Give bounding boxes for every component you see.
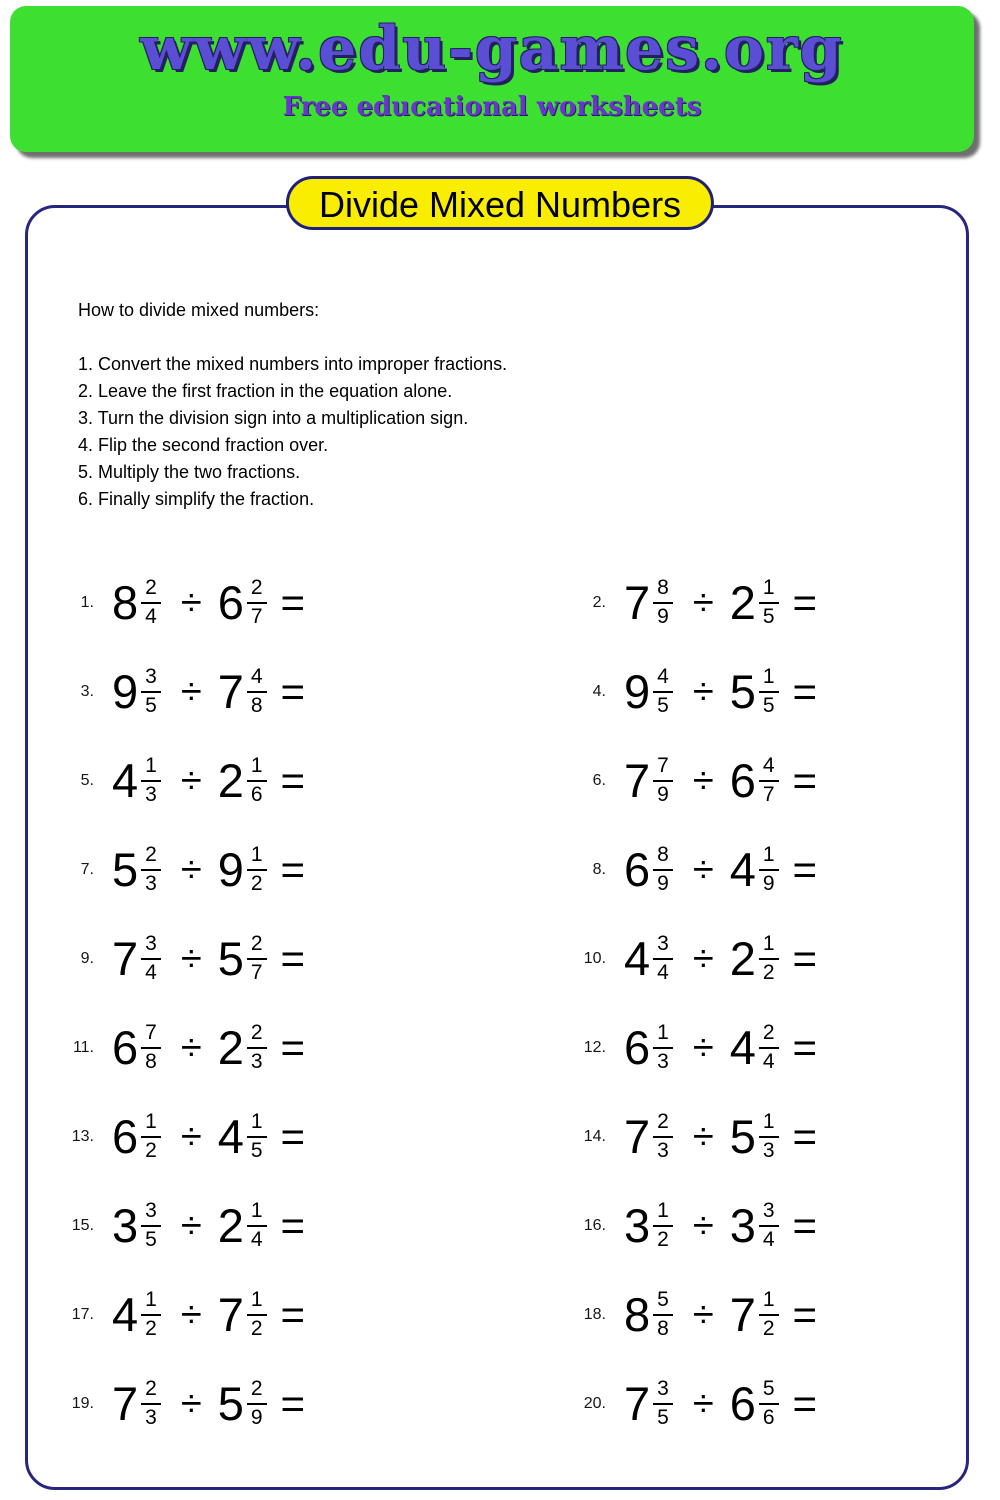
whole-number: 6 [217, 576, 244, 629]
problem-number: 6. [592, 771, 606, 789]
fraction-denominator: 2 [762, 960, 775, 984]
division-sign: ÷ [180, 1293, 202, 1336]
equals-sign: = [792, 1290, 818, 1338]
mixed-number-first [112, 933, 161, 983]
fraction-numerator: 7 [653, 755, 673, 781]
problem-row [48, 1092, 500, 1181]
equals-sign: = [280, 578, 306, 626]
fraction-denominator: 7 [762, 782, 775, 806]
fraction-numerator: 1 [141, 755, 161, 781]
fraction [141, 1289, 161, 1339]
problem-row [500, 914, 952, 1003]
problem-row [48, 914, 500, 1003]
problem-row [48, 736, 500, 825]
instruction-step: 6. Finally simplify the fraction. [78, 489, 315, 509]
problem-row [500, 1003, 952, 1092]
whole-number: 7 [112, 932, 139, 985]
whole-number: 5 [217, 1377, 244, 1430]
fraction-numerator: 4 [653, 666, 673, 692]
fraction [141, 666, 161, 716]
fraction-denominator: 2 [145, 1138, 157, 1162]
fraction-numerator: 8 [653, 577, 673, 603]
fraction-denominator: 5 [145, 1227, 157, 1251]
problem-number: 18. [583, 1305, 606, 1323]
fraction [247, 933, 267, 983]
mixed-number-second [218, 844, 267, 894]
division-sign: ÷ [180, 581, 202, 624]
fraction-denominator: 3 [145, 1405, 157, 1429]
fraction-denominator: 5 [657, 1405, 669, 1429]
fraction-numerator: 1 [141, 1111, 161, 1137]
equals-sign: = [792, 578, 818, 626]
fraction [653, 844, 673, 894]
fraction-denominator: 4 [250, 1227, 263, 1251]
instruction-step: 4. Flip the second fraction over. [78, 435, 329, 455]
fraction-denominator: 3 [657, 1138, 669, 1162]
mixed-number-first [624, 755, 673, 805]
instruction-step: 2. Leave the first fraction in the equation alone. [78, 381, 453, 401]
mixed-number-first [624, 666, 673, 716]
fraction-denominator: 3 [762, 1138, 775, 1162]
problem-number: 10. [583, 949, 606, 967]
fraction [141, 577, 161, 627]
fraction [759, 666, 779, 716]
fraction [759, 577, 779, 627]
whole-number: 8 [112, 576, 139, 629]
division-sign: ÷ [180, 1382, 202, 1425]
problem-row [500, 1359, 952, 1448]
whole-number: 7 [217, 665, 244, 718]
fraction [141, 1200, 161, 1250]
equals-sign: = [280, 667, 306, 715]
fraction-denominator: 5 [657, 693, 669, 717]
fraction-denominator: 8 [657, 1316, 669, 1340]
fraction-numerator: 2 [141, 577, 161, 603]
fraction-numerator: 4 [759, 755, 779, 781]
problem-row [48, 1181, 500, 1270]
fraction-numerator: 2 [759, 1022, 779, 1048]
fraction-denominator: 2 [250, 1316, 263, 1340]
problem-row [500, 558, 952, 647]
whole-number: 7 [729, 1288, 756, 1341]
problem-row [500, 736, 952, 825]
equals-sign: = [280, 934, 306, 982]
mixed-number-first [624, 1378, 673, 1428]
mixed-number-second [218, 1022, 267, 1072]
whole-number: 5 [729, 1110, 756, 1163]
mixed-number-first [112, 666, 161, 716]
equals-sign: = [792, 1201, 818, 1249]
mixed-number-second [730, 844, 779, 894]
mixed-number-second [218, 1378, 267, 1428]
whole-number: 7 [624, 1377, 651, 1430]
fraction-numerator: 1 [759, 933, 779, 959]
fraction [247, 666, 267, 716]
mixed-number-second [218, 933, 267, 983]
division-sign: ÷ [180, 1204, 202, 1247]
fraction-denominator: 4 [145, 604, 157, 628]
fraction-denominator: 6 [250, 782, 263, 806]
fraction [247, 1111, 267, 1161]
fraction-denominator: 6 [762, 1405, 775, 1429]
fraction-numerator: 3 [141, 933, 161, 959]
fraction [653, 1378, 673, 1428]
problem-number: 4. [592, 682, 606, 700]
equals-sign: = [792, 667, 818, 715]
whole-number: 5 [217, 932, 244, 985]
fraction-numerator: 1 [141, 1289, 161, 1315]
fraction [247, 577, 267, 627]
fraction [653, 666, 673, 716]
problem-number: 20. [583, 1394, 606, 1412]
division-sign: ÷ [692, 581, 714, 624]
division-sign: ÷ [180, 1115, 202, 1158]
fraction-denominator: 3 [145, 871, 157, 895]
fraction-numerator: 7 [141, 1022, 161, 1048]
division-sign: ÷ [692, 1026, 714, 1069]
whole-number: 7 [217, 1288, 244, 1341]
equals-sign: = [792, 1379, 818, 1427]
fraction-denominator: 9 [250, 1405, 263, 1429]
whole-number: 2 [217, 1021, 244, 1074]
fraction-denominator: 5 [145, 693, 157, 717]
equals-sign: = [792, 845, 818, 893]
equals-sign: = [280, 1112, 306, 1160]
problem-number: 5. [80, 771, 94, 789]
problem-number: 16. [583, 1216, 606, 1234]
division-sign: ÷ [692, 759, 714, 802]
whole-number: 6 [729, 754, 756, 807]
problem-number: 3. [80, 682, 94, 700]
fraction-numerator: 1 [247, 844, 267, 870]
problem-row [48, 647, 500, 736]
whole-number: 7 [112, 1377, 139, 1430]
mixed-number-first [624, 933, 673, 983]
problem-row [48, 1359, 500, 1448]
division-sign: ÷ [692, 1293, 714, 1336]
instruction-step: 5. Multiply the two fractions. [78, 462, 301, 482]
fraction-denominator: 8 [250, 693, 263, 717]
fraction [759, 1111, 779, 1161]
equals-sign: = [792, 1112, 818, 1160]
fraction-denominator: 7 [250, 604, 263, 628]
instructions-section [78, 300, 778, 513]
fraction [247, 755, 267, 805]
fraction [247, 844, 267, 894]
fraction-denominator: 3 [250, 1049, 263, 1073]
mixed-number-first [112, 1378, 161, 1428]
worksheet-title: Divide Mixed Numbers [286, 176, 714, 230]
whole-number: 6 [112, 1021, 139, 1074]
problem-row [48, 558, 500, 647]
division-sign: ÷ [180, 1026, 202, 1069]
fraction [653, 577, 673, 627]
fraction-numerator: 2 [141, 844, 161, 870]
mixed-number-first [624, 1289, 673, 1339]
whole-number: 4 [729, 1021, 756, 1074]
division-sign: ÷ [692, 1115, 714, 1158]
fraction [141, 755, 161, 805]
mixed-number-first [624, 577, 673, 627]
whole-number: 2 [729, 932, 756, 985]
mixed-number-first [112, 755, 161, 805]
fraction [247, 1289, 267, 1339]
mixed-number-first [112, 577, 161, 627]
fraction-numerator: 2 [141, 1378, 161, 1404]
equals-sign: = [280, 756, 306, 804]
problem-number: 13. [71, 1127, 94, 1145]
fraction-numerator: 3 [141, 1200, 161, 1226]
mixed-number-second [218, 1289, 267, 1339]
whole-number: 4 [112, 1288, 139, 1341]
fraction [247, 1378, 267, 1428]
whole-number: 2 [729, 576, 756, 629]
mixed-number-second [730, 1022, 779, 1072]
fraction-denominator: 2 [145, 1316, 157, 1340]
division-sign: ÷ [180, 670, 202, 713]
whole-number: 2 [217, 1199, 244, 1252]
whole-number: 6 [624, 843, 651, 896]
mixed-number-second [730, 1378, 779, 1428]
fraction-denominator: 9 [762, 871, 775, 895]
fraction-denominator: 3 [657, 1049, 669, 1073]
mixed-number-first [624, 844, 673, 894]
fraction-numerator: 1 [759, 577, 779, 603]
fraction-numerator: 2 [247, 1378, 267, 1404]
division-sign: ÷ [692, 1204, 714, 1247]
fraction-denominator: 2 [657, 1227, 669, 1251]
fraction-denominator: 2 [250, 871, 263, 895]
whole-number: 3 [112, 1199, 139, 1252]
whole-number: 3 [729, 1199, 756, 1252]
fraction [653, 1200, 673, 1250]
whole-number: 6 [624, 1021, 651, 1074]
fraction [759, 844, 779, 894]
instruction-step: 3. Turn the division sign into a multiplication sign. [78, 408, 469, 428]
fraction [653, 1111, 673, 1161]
equals-sign: = [792, 756, 818, 804]
problem-number: 12. [583, 1038, 606, 1056]
fraction-denominator: 5 [762, 604, 775, 628]
fraction-denominator: 4 [762, 1049, 775, 1073]
fraction-numerator: 1 [653, 1022, 673, 1048]
instruction-step: 1. Convert the mixed numbers into improper fractions. [78, 354, 508, 374]
division-sign: ÷ [180, 848, 202, 891]
fraction-numerator: 8 [653, 844, 673, 870]
problem-number: 17. [71, 1305, 94, 1323]
problem-row [500, 647, 952, 736]
fraction-numerator: 2 [247, 933, 267, 959]
equals-sign: = [280, 845, 306, 893]
fraction-numerator: 4 [247, 666, 267, 692]
whole-number: 6 [112, 1110, 139, 1163]
equals-sign: = [280, 1379, 306, 1427]
fraction [653, 755, 673, 805]
fraction-denominator: 4 [145, 960, 157, 984]
fraction [247, 1200, 267, 1250]
problem-number: 14. [583, 1127, 606, 1145]
mixed-number-first [112, 1289, 161, 1339]
division-sign: ÷ [692, 670, 714, 713]
site-tagline: Free educational worksheets [282, 92, 702, 122]
instructions-heading: How to divide mixed numbers: [78, 300, 320, 320]
fraction-numerator: 1 [653, 1200, 673, 1226]
mixed-number-first [112, 1200, 161, 1250]
mixed-number-second [218, 755, 267, 805]
fraction-numerator: 3 [653, 933, 673, 959]
site-url-text: www.edu-games.org [140, 14, 844, 84]
mixed-number-first [112, 1111, 161, 1161]
whole-number: 8 [624, 1288, 651, 1341]
fraction [141, 933, 161, 983]
whole-number: 2 [217, 754, 244, 807]
fraction [759, 933, 779, 983]
fraction-numerator: 1 [759, 1289, 779, 1315]
mixed-number-first [624, 1111, 673, 1161]
fraction-numerator: 1 [759, 1111, 779, 1137]
fraction [759, 1200, 779, 1250]
fraction-numerator: 3 [653, 1378, 673, 1404]
mixed-number-second [218, 1111, 267, 1161]
mixed-number-first [624, 1022, 673, 1072]
mixed-number-second [218, 577, 267, 627]
whole-number: 4 [217, 1110, 244, 1163]
mixed-number-first [112, 844, 161, 894]
problem-number: 15. [71, 1216, 94, 1234]
mixed-number-second [730, 1200, 779, 1250]
mixed-number-second [730, 666, 779, 716]
fraction [141, 1022, 161, 1072]
mixed-number-first [624, 1200, 673, 1250]
division-sign: ÷ [692, 937, 714, 980]
problem-row [500, 825, 952, 914]
mixed-number-second [730, 577, 779, 627]
fraction-numerator: 1 [759, 844, 779, 870]
fraction-numerator: 1 [247, 1289, 267, 1315]
whole-number: 9 [217, 843, 244, 896]
division-sign: ÷ [180, 937, 202, 980]
whole-number: 7 [624, 754, 651, 807]
fraction-denominator: 7 [250, 960, 263, 984]
whole-number: 4 [112, 754, 139, 807]
fraction-numerator: 1 [759, 666, 779, 692]
fraction-denominator: 4 [657, 960, 669, 984]
problem-number: 7. [80, 860, 94, 878]
fraction-numerator: 5 [653, 1289, 673, 1315]
mixed-number-second [218, 1200, 267, 1250]
problem-row [48, 1270, 500, 1359]
division-sign: ÷ [692, 1382, 714, 1425]
fraction [141, 844, 161, 894]
whole-number: 5 [729, 665, 756, 718]
fraction-denominator: 9 [657, 782, 669, 806]
fraction [759, 1022, 779, 1072]
fraction [759, 1289, 779, 1339]
problem-row [48, 1003, 500, 1092]
equals-sign: = [280, 1201, 306, 1249]
whole-number: 4 [624, 932, 651, 985]
equals-sign: = [792, 1023, 818, 1071]
problem-number: 11. [72, 1038, 94, 1056]
fraction-denominator: 4 [762, 1227, 775, 1251]
site-banner [10, 6, 974, 152]
mixed-number-second [730, 755, 779, 805]
problem-row [48, 825, 500, 914]
whole-number: 6 [729, 1377, 756, 1430]
fraction-numerator: 2 [653, 1111, 673, 1137]
fraction-numerator: 1 [247, 1200, 267, 1226]
problem-number: 9. [80, 949, 94, 967]
fraction [653, 1289, 673, 1339]
fraction [759, 755, 779, 805]
problem-number: 8. [592, 860, 606, 878]
problem-number: 19. [71, 1394, 94, 1412]
whole-number: 3 [624, 1199, 651, 1252]
fraction-denominator: 8 [145, 1049, 157, 1073]
fraction-numerator: 2 [247, 577, 267, 603]
fraction-numerator: 2 [247, 1022, 267, 1048]
fraction [141, 1378, 161, 1428]
mixed-number-second [730, 933, 779, 983]
problem-row [500, 1092, 952, 1181]
equals-sign: = [792, 934, 818, 982]
worksheet-body [25, 205, 969, 1490]
fraction-denominator: 5 [250, 1138, 263, 1162]
mixed-number-first [112, 1022, 161, 1072]
whole-number: 4 [729, 843, 756, 896]
whole-number: 7 [624, 576, 651, 629]
whole-number: 7 [624, 1110, 651, 1163]
fraction-numerator: 3 [759, 1200, 779, 1226]
fraction-denominator: 2 [762, 1316, 775, 1340]
fraction-numerator: 5 [759, 1378, 779, 1404]
whole-number: 9 [112, 665, 139, 718]
fraction-numerator: 1 [247, 1111, 267, 1137]
fraction [759, 1378, 779, 1428]
problem-row [500, 1270, 952, 1359]
fraction-denominator: 5 [762, 693, 775, 717]
fraction-numerator: 1 [247, 755, 267, 781]
problem-row [500, 1181, 952, 1270]
whole-number: 9 [624, 665, 651, 718]
mixed-number-second [730, 1289, 779, 1339]
equals-sign: = [280, 1290, 306, 1338]
fraction-denominator: 3 [145, 782, 157, 806]
fraction-denominator: 9 [657, 871, 669, 895]
fraction [653, 1022, 673, 1072]
whole-number: 5 [112, 843, 139, 896]
division-sign: ÷ [692, 848, 714, 891]
problem-number: 2. [592, 593, 606, 611]
fraction [141, 1111, 161, 1161]
mixed-number-second [730, 1111, 779, 1161]
problem-number: 1. [80, 593, 94, 611]
fraction [653, 933, 673, 983]
fraction-numerator: 3 [141, 666, 161, 692]
division-sign: ÷ [180, 759, 202, 802]
problems-grid [48, 558, 952, 1448]
equals-sign: = [280, 1023, 306, 1071]
fraction [247, 1022, 267, 1072]
fraction-denominator: 9 [657, 604, 669, 628]
mixed-number-second [218, 666, 267, 716]
